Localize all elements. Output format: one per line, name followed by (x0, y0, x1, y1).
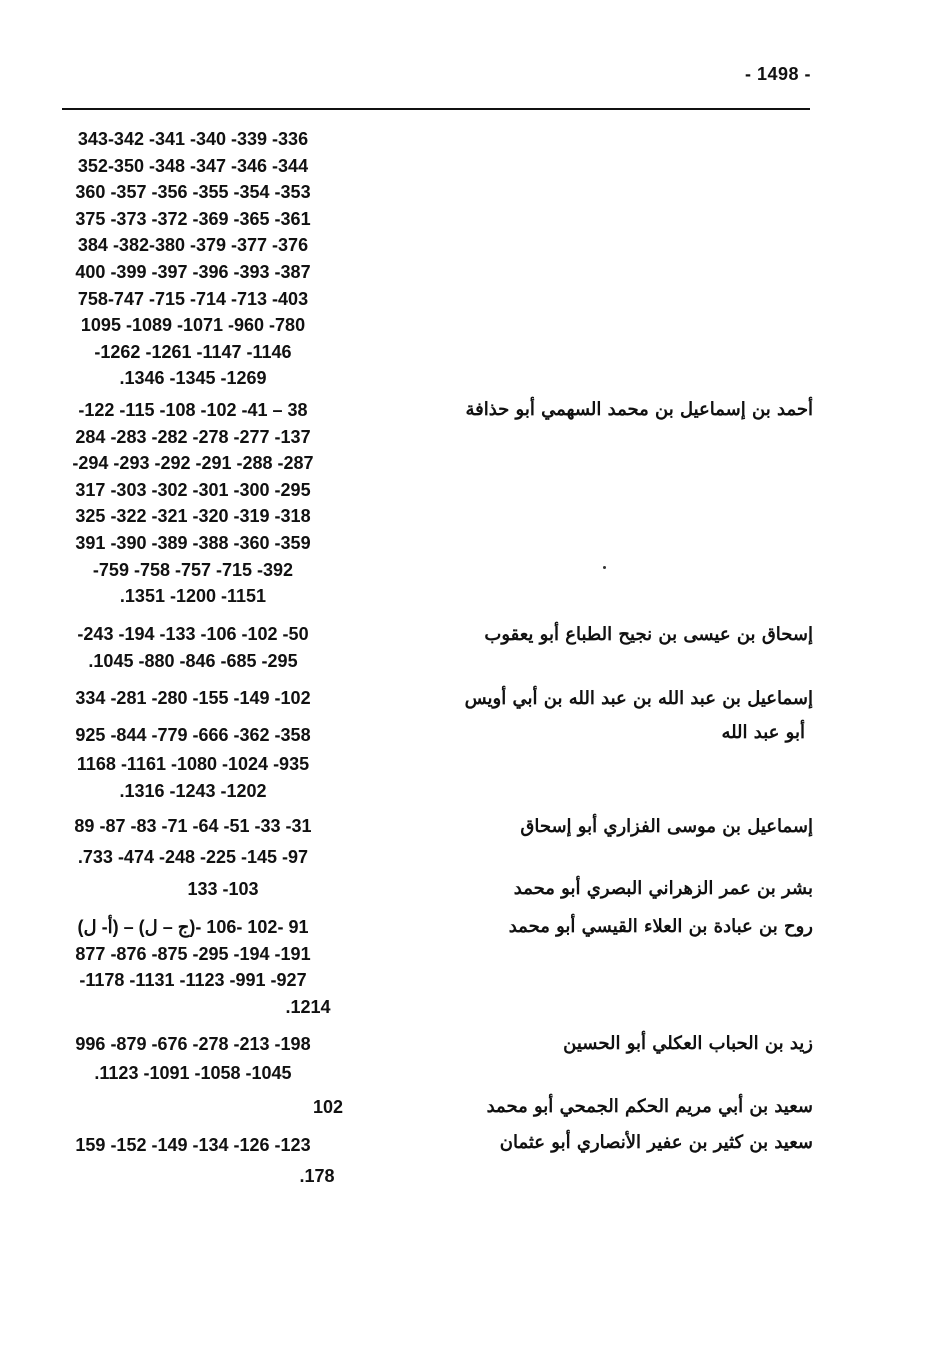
entry-refs (40, 876, 346, 903)
name-line: إسماعيل بن موسى الفزاري أبو إسحاق (520, 816, 813, 837)
ref-line: .1045 -880 -846 -685 -295 (88, 650, 298, 671)
ref-line: 375 -373 -372 -369 -365 -361 (75, 208, 311, 229)
narrator-name (514, 872, 813, 906)
narrator-name (520, 810, 813, 844)
name-line: روح بن عبادة بن العلاء القيسي أبو محمد (508, 916, 813, 937)
ref-line: -122 -115 -108 -102 -41 – 38 (78, 400, 308, 420)
ref-line: 317 -303 -302 -301 -300 -295 (75, 479, 311, 500)
ref-line: 159 -152 -149 -134 -126 -123 (75, 1135, 311, 1155)
ref-line: 1168 -1161 -1080 -1024 -935 (76, 754, 310, 775)
ref-line: 284 -283 -282 -278 -277 -137 (75, 426, 311, 447)
ref-line: 877 -876 -875 -295 -194 -191 (75, 943, 311, 964)
entry-refs (40, 914, 346, 1020)
ref-line: .1214 (285, 996, 331, 1017)
ref-line: -1262 -1261 -1147 -1146 (94, 341, 292, 362)
ref-line: 925 -844 -779 -666 -362 -358 (75, 724, 311, 745)
ref-line: .1346 -1345 -1269 (119, 368, 267, 389)
entry-refs (40, 1094, 346, 1121)
narrator-name (487, 1090, 813, 1124)
ref-line: 325 -322 -321 -320 -319 -318 (75, 506, 311, 527)
scan-speck (603, 566, 606, 569)
narrator-name (465, 393, 813, 427)
ref-line: 334 -281 -280 -155 -149 -102 (75, 688, 311, 708)
ref-line: .1316 -1243 -1202 (119, 780, 267, 801)
ref-line: 360 -357 -356 -355 -354 -353 (75, 182, 311, 203)
entry-refs (40, 621, 346, 674)
entry-refs (40, 126, 346, 392)
header-rule (62, 108, 810, 110)
ref-line: -243 -194 -133 -106 -102 -50 (77, 624, 309, 644)
ref-line: 391 -390 -389 -388 -360 -359 (75, 532, 311, 553)
name-line: زيد بن الحباب العكلي أبو الحسين (563, 1033, 813, 1054)
page-number: - 1498 - (744, 64, 811, 84)
narrator-name (484, 618, 813, 652)
ref-line: 89 -87 -83 -71 -64 -51 -33 -31 (74, 816, 312, 836)
name-line: إسماعيل بن عبد الله بن عبد الله بن أبي أويس (464, 688, 813, 709)
narrator-name (465, 682, 813, 750)
narrator-name (563, 1027, 813, 1061)
name-line: أبو عبد الله (721, 722, 805, 743)
ref-line: -759 -758 -757 -715 -392 (92, 559, 294, 580)
name-line: سعيد بن أبي مريم الحكم الجمحي أبو محمد (486, 1096, 813, 1117)
ref-line: 102 (312, 1097, 344, 1117)
entry-refs (40, 1031, 346, 1086)
ref-line: .1351 -1200 -1151 (119, 586, 267, 607)
entry-refs (40, 685, 346, 804)
ref-line: .178 (299, 1165, 335, 1186)
ref-line: 400 -399 -397 -396 -393 -387 (75, 261, 311, 282)
ref-line: .733 -474 -248 -225 -145 -97 (77, 846, 309, 867)
ref-line: -294 -293 -292 -291 -288 -287 (72, 453, 314, 474)
ref-line: -1178 -1131 -1123 -991 -927 (79, 970, 307, 991)
ref-line: .1123 -1091 -1058 -1045 (94, 1062, 292, 1083)
ref-line: 352-350 -348 -347 -346 -344 (77, 155, 309, 176)
entry-refs (40, 813, 346, 870)
name-line: بشر بن عمر الزهراني البصري أبو محمد (513, 878, 813, 899)
ref-line: 133 -103 (187, 879, 259, 899)
ref-line: 384 -382-380 -379 -377 -376 (77, 235, 309, 256)
name-line: إسحاق بن عيسى بن نجيح الطباع أبو يعقوب (484, 624, 813, 645)
ref-line: 758-747 -715 -714 -713 -403 (77, 288, 309, 309)
name-line: أحمد بن إسماعيل بن محمد السهمي أبو حذافة (465, 399, 813, 420)
ref-line: 343-342 -341 -340 -339 -336 (77, 129, 309, 149)
narrator-name (500, 1126, 813, 1160)
narrator-name (509, 910, 813, 944)
entry-refs (40, 1132, 346, 1189)
ref-line: (أ- ل) – (ج – ل)- 91 -102 -106 (77, 917, 309, 937)
name-line: سعيد بن كثير بن عفير الأنصاري أبو عثمان (499, 1132, 813, 1153)
ref-line: 996 -879 -676 -278 -213 -198 (75, 1034, 311, 1054)
entry-refs (40, 397, 346, 610)
ref-line: 1095 -1089 -1071 -960 -780 (80, 315, 306, 336)
